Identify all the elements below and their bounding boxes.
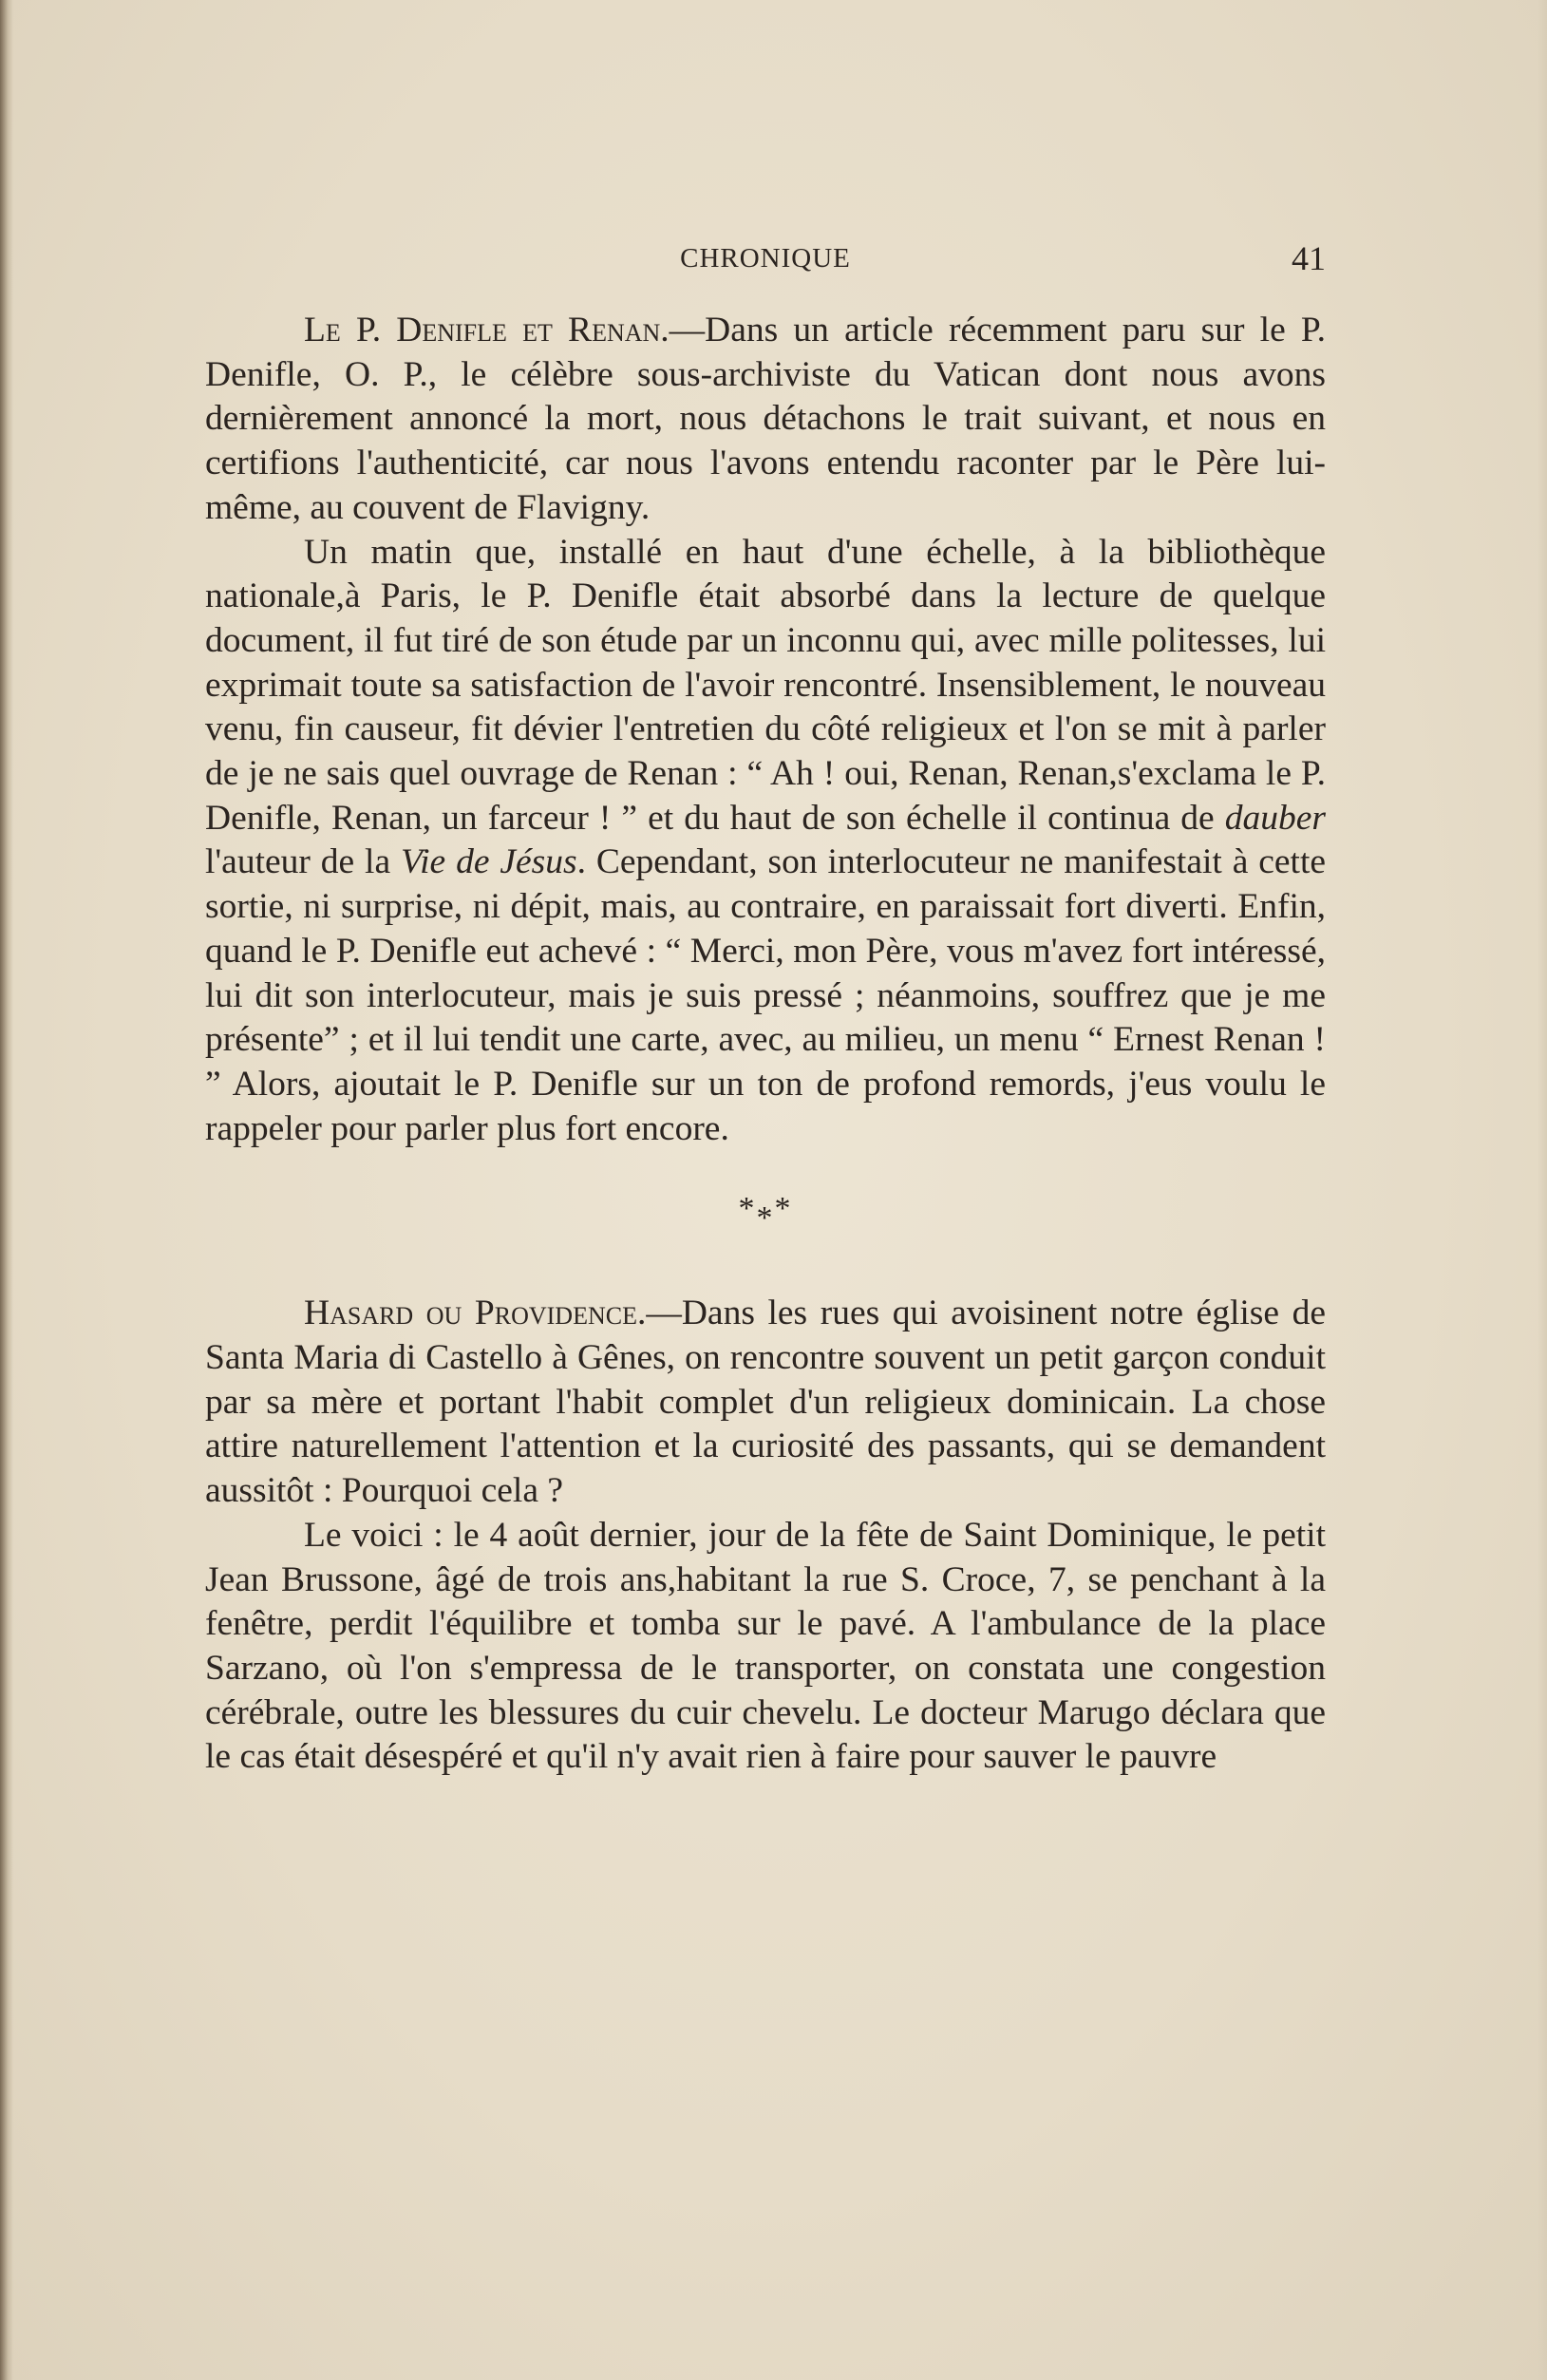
article-providence-intro: —Dans les rues qui avoisinent notre église de Santa Maria di Castello à Gênes, on rencontre souvent un petit garçon conduit par sa mère et portant l'habit complet d'un religieux dominicain. La chose attire naturellement l'attention et la curiosité des passants, qui se demandent aussitôt : Pourquoi cela ? xyxy=(205,1294,1326,1511)
running-title: CHRONIQUE xyxy=(680,243,851,274)
running-head xyxy=(205,239,1326,277)
page-number: 41 xyxy=(1292,239,1326,277)
paragraph-text: . Cependant, son interlocuteur ne manifestait à cette sortie, ni surprise, ni dépit, mais, au contraire, en paraissait fort diverti. Enfin, quand le P. Denifle eut achevé : “ Merci, mon Père, vous m'avez fort intéressé, lui dit son interlocuteur, mais je suis pressé ; néanmoins, souffrez que je me présente” ; et il lui tendit une carte, avec, au milieu, un menu “ Ernest Renan ! ” Alors, ajoutait le P. Denifle sur un ton de profond remords, j'eus voulu le rappeler pour parler plus fort encore. xyxy=(205,842,1327,1148)
article-denifle-paragraph-2 xyxy=(205,531,1326,1152)
italic-title-vie-de-jesus: Vie de Jésus xyxy=(401,842,577,882)
article-providence-paragraph-1 xyxy=(205,1292,1326,1514)
asterisk-left: * xyxy=(738,1191,757,1227)
paragraph-text: Un matin que, installé en haut d'une échelle, à la bibliothèque nationale,à Paris, le P. Denifle était absorbé dans la lecture de quelque document, il fut tiré de son étude par un inconnu qui, avec mille politesses, lui exprimait toute sa satisfaction de l'avoir rencontré. Insensiblement, le nouveau venu, fin causeur, fit dévier l'entretien du côté religieux et l'on se mit à parler de je ne sais quel ouvrage de Renan : “ Ah ! oui, Renan, Renan,s'exclama le P. Denifle, Renan, un farceur ! ” et du haut de son échelle il continua de xyxy=(205,532,1326,838)
asterisk-right: * xyxy=(774,1191,793,1227)
article-denifle-intro: —Dans un article récemment paru sur le P. Denifle, O. P., le célèbre sous-archiviste du Vatican dont nous avons dernièrement annoncé la mort, nous détachons le trait suivant, et nous en certifions l'authenticité, car nous l'avons entendu raconter par le Père lui-même, au couvent de Flavigny. xyxy=(205,311,1326,527)
article-denifle-paragraph-1 xyxy=(205,309,1326,531)
asterisk-middle: * xyxy=(756,1200,775,1237)
article-denifle-heading: Le P. Denifle et Renan. xyxy=(304,311,670,349)
page-edge-shadow xyxy=(1538,0,1547,2380)
article-providence-paragraph-2 xyxy=(205,1514,1326,1780)
italic-word-dauber: dauber xyxy=(1224,798,1326,838)
paragraph-text: l'auteur de la xyxy=(205,842,401,882)
paragraph-text: Le voici : le 4 août dernier, jour de la fête de Saint Dominique, le petit Jean Brussone, âgé de trois ans,habitant la rue S. Croce, 7, se penchant à la fenêtre, perdit l'équilibre et tomba sur le pavé. A l'ambulance de la place Sarzano, où l'on s'empressa de le transporter, on constata une congestion cérébrale, outre les blessures du cuir chevelu. Le docteur Marugo déclara que le cas était désespéré et qu'il n'y avait rien à faire pour sauver le pauvre xyxy=(205,1515,1326,1777)
page-binding-shadow xyxy=(0,0,13,2380)
body-text xyxy=(205,309,1326,1780)
asterism-separator xyxy=(205,1185,1326,1237)
article-providence-heading: Hasard ou Providence. xyxy=(304,1294,647,1333)
